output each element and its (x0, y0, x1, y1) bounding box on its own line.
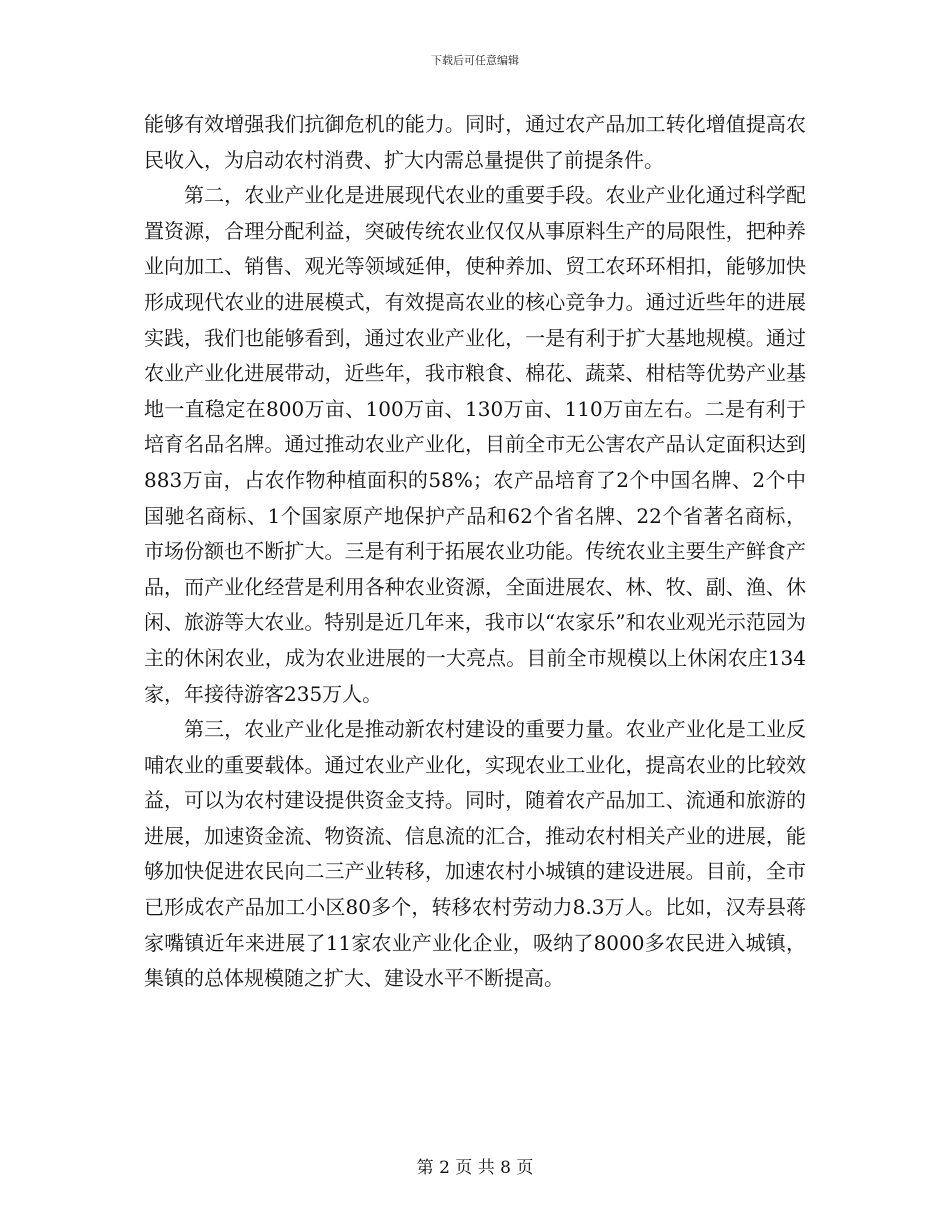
paragraph-third-point: 第三，农业产业化是推动新农村建设的重要力量。农业产业化是工业反哺农业的重要载体。通过农业产业化，实现农业工业化，提高农业的比较效益，可以为农村建设提供资金支持。同时，随着农产品加工、流通和旅游的进展，加速资金流、物资流、信息流的汇合，推动农村相关产业的进展，能够加快促进农民向二三产业转移，加速农村小城镇的建设进展。目前，全市已形成农产品加工小区80多个，转移农村劳动力8.3万人。比如，汉寿县蒋家嘴镇近年来进展了11家农业产业化企业，吸纳了8000多农民进入城镇，集镇的总体规模随之扩大、建设水平不断提高。 (144, 717, 806, 991)
document-body (144, 107, 806, 997)
paragraph-continuation: 能够有效增强我们抗御危机的能力。同时，通过农产品加工转化增值提高农民收入，为启动农村消费、扩大内需总量提供了前提条件。 (144, 112, 806, 172)
page-number: 第 2 页 共 8 页 (416, 1158, 534, 1178)
page-header-note: 下载后可任意编辑 (431, 54, 519, 67)
paragraph-second-point: 第二，农业产业化是进展现代农业的重要手段。农业产业化通过科学配置资源，合理分配利益，突破传统农业仅仅从事原料生产的局限性，把种养业向加工、销售、观光等领域延伸，使种养加、贸工农环环相扣，能够加快形成现代农业的进展模式，有效提高农业的核心竞争力。通过近些年的进展实践，我们也能够看到，通过农业产业化，一是有利于扩大基地规模。通过农业产业化进展带动，近些年，我市粮食、棉花、蔬菜、柑桔等优势产业基地一直稳定在800万亩、100万亩、130万亩、110万亩左右。二是有利于培育名品名牌。通过推动农业产业化，目前全市无公害农产品认定面积达到883万亩，占农作物种植面积的58%；农产品培育了2个中国名牌、2个中国驰名商标、1个国家原产地保护产品和62个省名牌、22个省著名商标，市场份额也不断扩大。三是有利于拓展农业功能。传统农业主要生产鲜食产品，而产业化经营是利用各种农业资源，全面进展农、林、牧、副、渔、休闲、旅游等大农业。特别是近几年来，我市以“农家乐”和农业观光示范园为主的休闲农业，成为农业进展的一大亮点。目前全市规模以上休闲农庄134家，年接待游客235万人。 (144, 183, 806, 706)
